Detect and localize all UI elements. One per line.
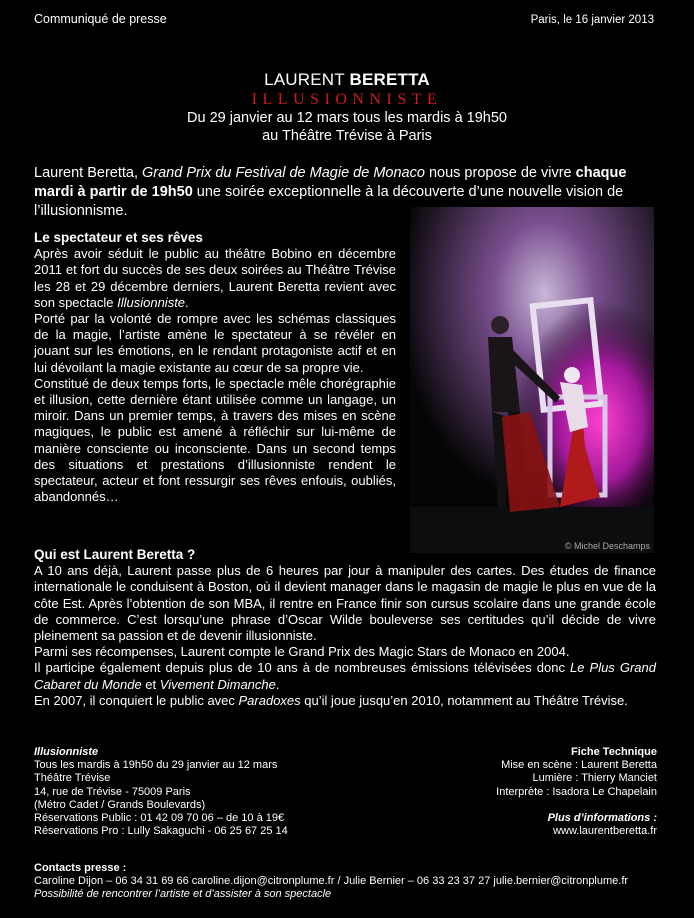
artist-first-name: LAURENT <box>264 70 345 89</box>
section2-paragraph-4: En 2007, il conquiert le public avec Paradoxes qu’il joue jusqu’en 2010, notamment au Théâtre Trévise. <box>34 692 628 708</box>
stage-photo-illustration <box>410 207 654 553</box>
more-info-title: Plus d’informations : <box>547 811 657 824</box>
section2-paragraph-2: Parmi ses récompenses, Laurent compte le Grand Prix des Magic Stars de Monaco en 2004. <box>34 644 570 660</box>
practical-info <box>34 746 288 838</box>
practical-info-line: (Métro Cadet / Grands Boulevards) <box>34 798 206 811</box>
section2-paragraph-1: A 10 ans déjà, Laurent passe plus de 6 heures par jour à manipuler des cartes. Des études de finance internationale le conduisent à Boston, où il devient manager dans le magasin de magie le plus en vue de la côte Est. Après l’obtention de son MBA, il rentre en France finir son cursus scolaire dans une grande école de commerce. C’est lorsqu’une phrase d’Oscar Wilde bouleverse ses certitudes qu’il décide de vivre pleinement sa passion et de devenir illusionniste. <box>34 563 656 644</box>
document-type: Communiqué de presse <box>34 12 167 26</box>
section-heading-spectator: Le spectateur et ses rêves <box>34 230 203 245</box>
press-contacts-title: Contacts presse : <box>34 862 127 874</box>
intro-text-1: Laurent Beretta, <box>34 165 143 181</box>
practical-info-line: 14, rue de Trévise - 75009 Paris <box>34 785 191 798</box>
practical-info-line: Tous les mardis à 19h50 du 29 janvier au 12 mars <box>34 759 278 772</box>
technical-sheet-line: Mise en scène : Laurent Beretta <box>501 759 657 772</box>
show-venue: au Théâtre Trévise à Paris <box>262 128 432 144</box>
section1-paragraph-2: Porté par la volonté de rompre avec les schémas classiques de la magie, l’artiste amène le spectateur à se révéler en jouant sur les émotions, en le rendant protagoniste actif et en lui dévoilant la magie existante au cœur de sa propre vie. <box>34 311 396 375</box>
show-title: ILLUSIONNISTE <box>251 91 443 108</box>
previous-show: Paradoxes <box>238 692 301 708</box>
artist-name <box>0 70 694 90</box>
press-contacts-line: Caroline Dijon – 06 34 31 69 66 caroline.dijon@citronplume.fr / Julie Bernier – 06 33 23 37 27 julie.bernier@citronplume.fr <box>34 875 629 888</box>
technical-sheet-line: Interprète : Isadora Le Chapelain <box>496 785 657 798</box>
practical-info-line: Théâtre Trévise <box>34 772 111 785</box>
intro-text-2: nous propose de vivre <box>424 165 576 181</box>
section1-paragraph-3: Constitué de deux temps forts, le spectacle mêle chorégraphie et illusion, cette dernière étant utilisée comme un langage, un miroir. Dans un premier temps, à travers des mises en scène magiques, le public est amené à réfléchir sur lui-même de manière consciente ou inconsciente. Dans un second temps des situations et prestations d’illusionniste rendent le spectateur, acteur et font ressurgir ses rêves enfouis, oubliés, abandonnés… <box>34 375 396 505</box>
section1-paragraph-1: Après avoir séduit le public au théâtre Bobino en décembre 2011 et fort du succès de ses deux soirées au Théâtre Trévise les 28 et 29 décembre derniers, Laurent Beretta revient avec son spectacle Illusionniste. <box>34 246 396 310</box>
tv-show-2: Vivement Dimanche <box>159 676 276 692</box>
technical-sheet-title: Fiche Technique <box>571 746 657 758</box>
tv-show-1: Le Plus Grand Cabaret du Monde <box>34 660 656 692</box>
press-contacts <box>34 862 628 902</box>
technical-sheet-line: Lumière : Thierry Manciet <box>532 772 657 785</box>
photo-credit: © Michel Deschamps <box>564 541 650 551</box>
title-block <box>0 70 694 145</box>
website-link[interactable]: www.laurentberetta.fr <box>553 825 657 838</box>
practical-info-line: Réservations Pro : Lully Sakaguchi - 06 25 67 25 14 <box>34 825 288 838</box>
show-name-italic: Illusionniste <box>117 294 186 310</box>
intro-schedule: chaque mardi à partir de 19h50 <box>34 165 627 200</box>
stage-photo <box>410 207 654 553</box>
section-spectator <box>34 230 396 505</box>
intro-award: Grand Prix du Festival de Magie de Monaco <box>142 165 425 181</box>
technical-sheet <box>496 746 657 838</box>
press-contacts-note: Possibilité de rencontrer l’artiste et d’assister à son spectacle <box>34 888 332 901</box>
practical-info-line: Réservations Public : 01 42 09 70 06 – de 10 à 19€ <box>34 812 285 825</box>
section-biography <box>34 547 656 709</box>
practical-info-title: Illusionniste <box>34 746 99 758</box>
document-date: Paris, le 16 janvier 2013 <box>530 14 654 26</box>
intro-text-3: une soirée exceptionnelle à la découverte d’une nouvelle vision de l’illusionnisme. <box>34 184 624 219</box>
artist-last-name: BERETTA <box>349 70 430 89</box>
section2-paragraph-3: Il participe également depuis plus de 10 ans à de nombreuses émissions télévisées donc Le Plus Grand Cabaret du Monde et Vivement Dimanche. <box>34 660 656 692</box>
section-heading-biography: Qui est Laurent Beretta ? <box>34 547 196 562</box>
show-dates: Du 29 janvier au 12 mars tous les mardis à 19h50 <box>187 110 507 126</box>
